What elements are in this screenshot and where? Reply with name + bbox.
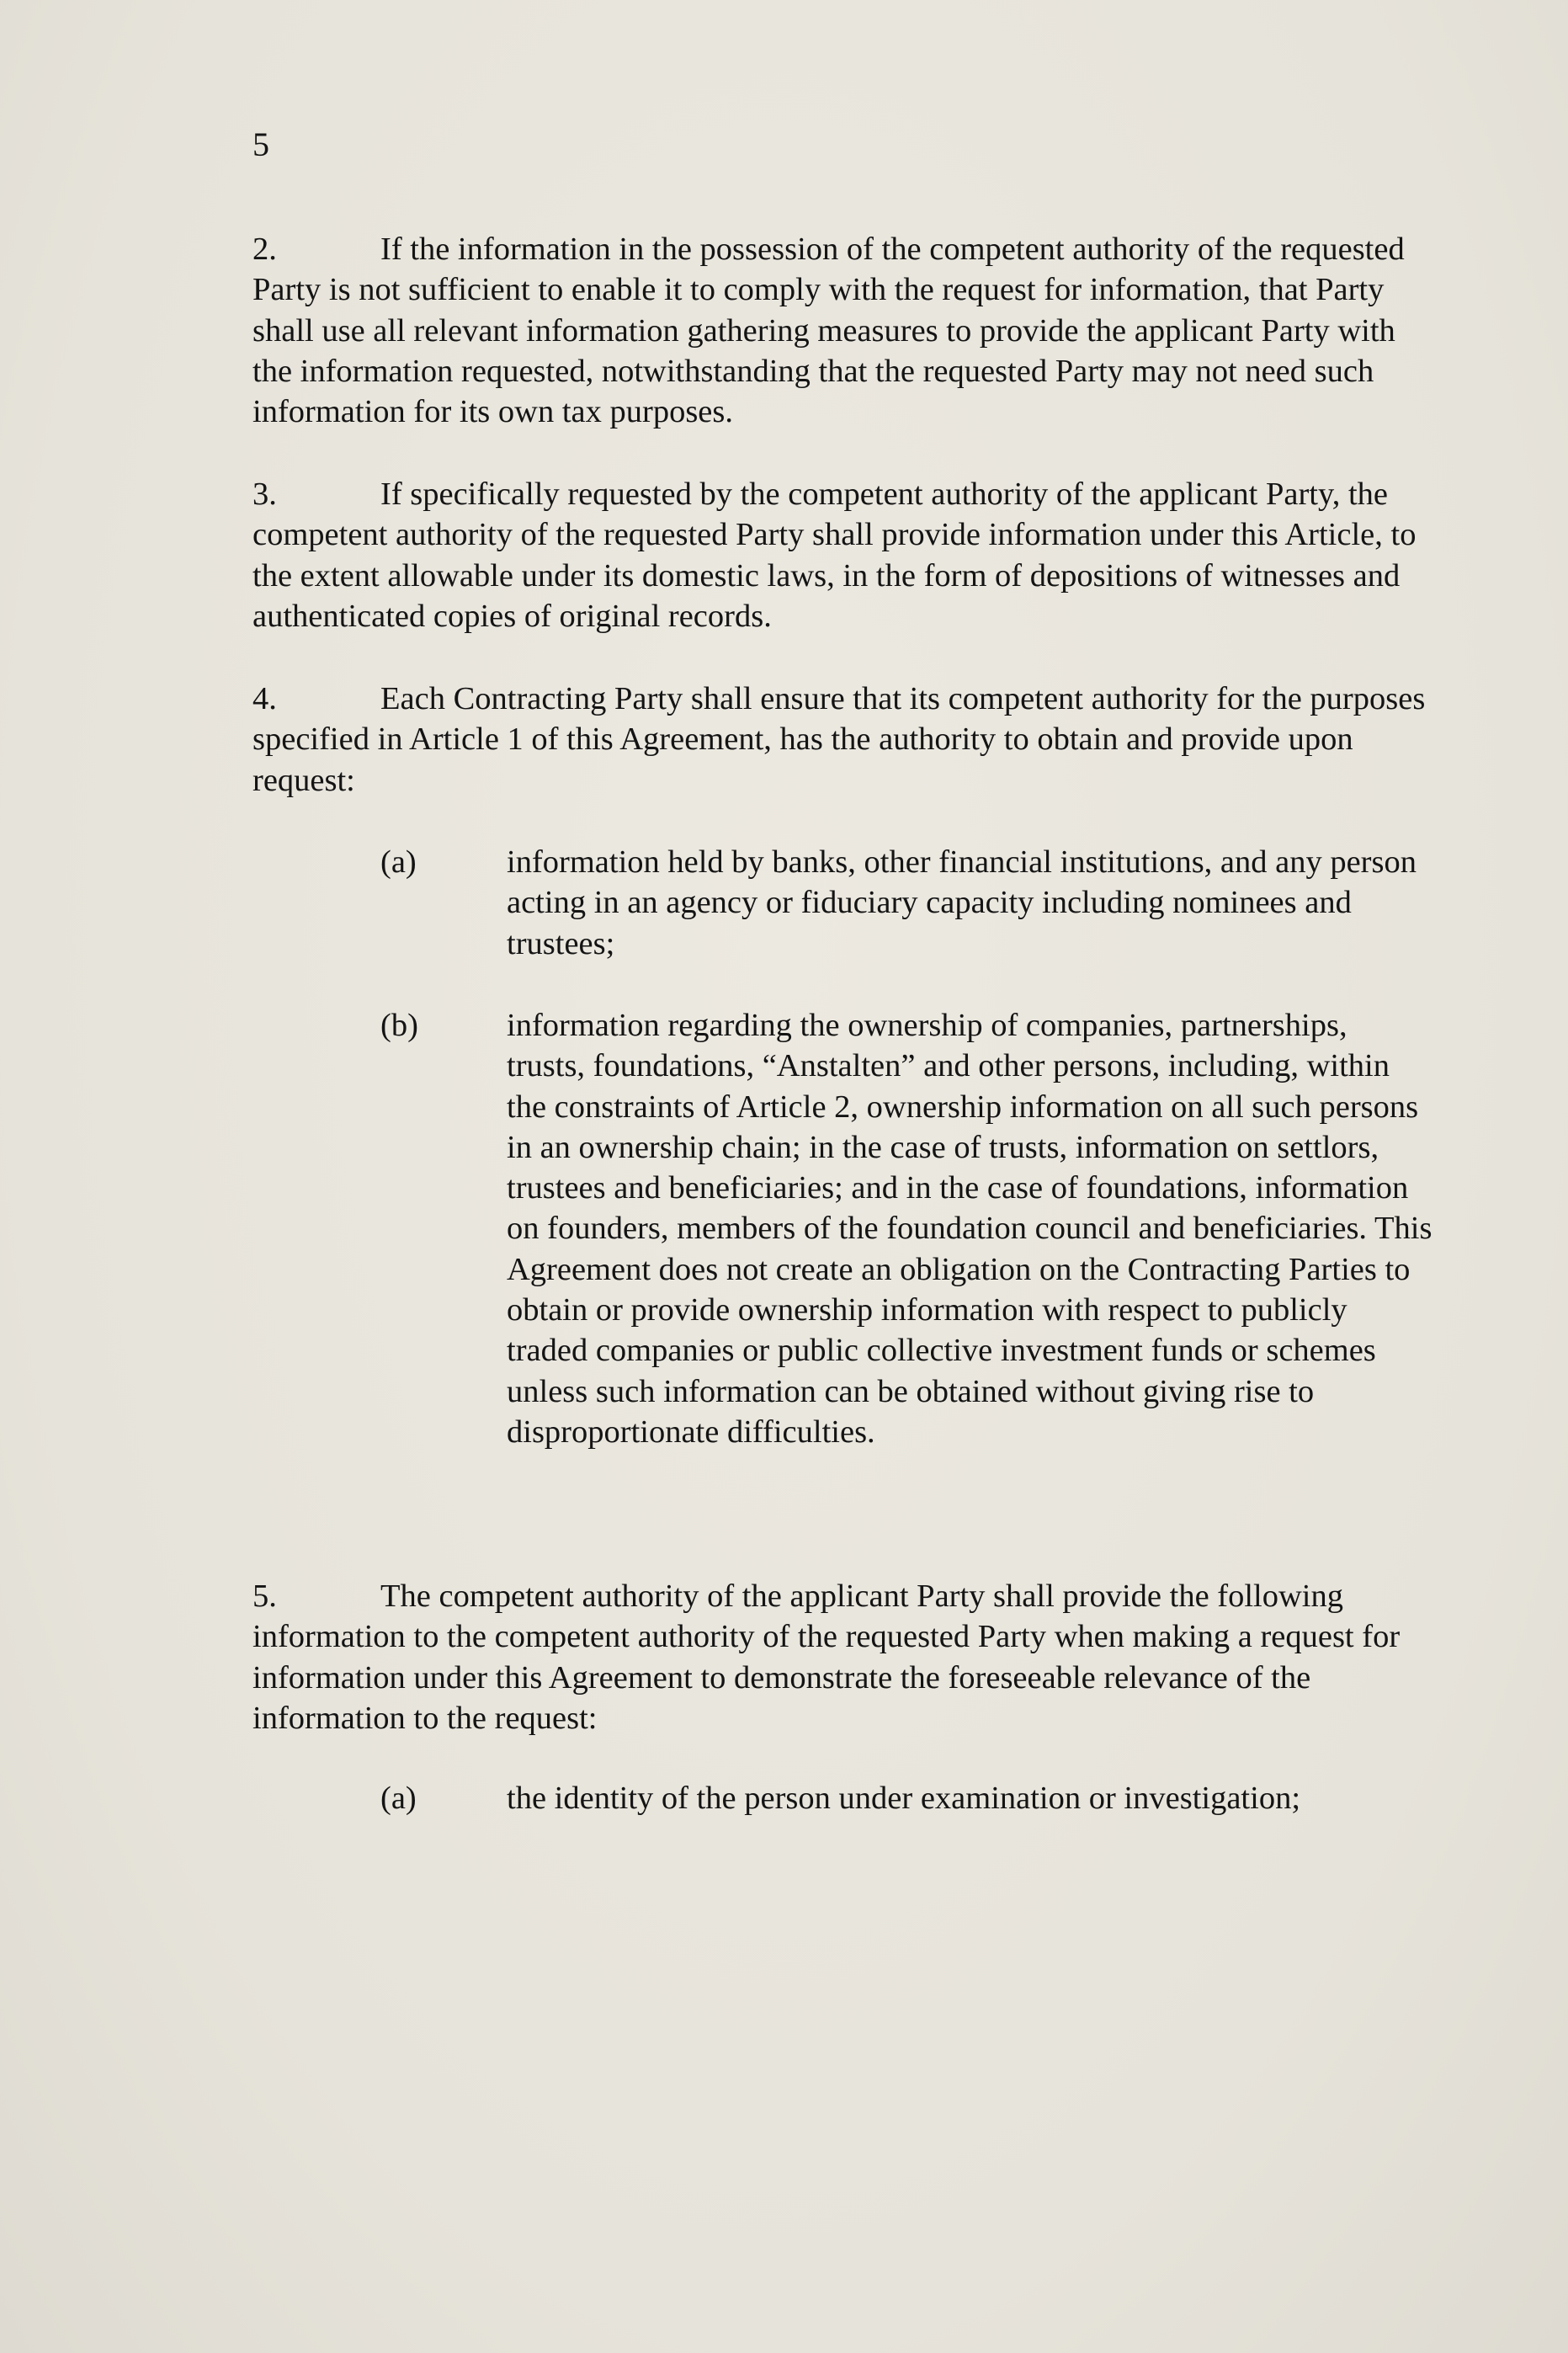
paragraph-text: If the information in the possession of the competent authority of the requested Party is not sufficient to enable it to comply with the request for information, that Party shall use all relevant information gathering measures to provide the applicant Party with the information requested, notwithstanding that the requested Party may not need such information for its own tax purposes. (252, 232, 1405, 430)
paragraph-number: 5. (252, 1578, 277, 1614)
paragraph-number: 2. (252, 232, 277, 267)
paragraph-3 (252, 474, 1431, 636)
list-item-text: information held by banks, other financial institutions, and any person acting in an agency or fiduciary capacity including nominees and trustees; (507, 844, 1417, 961)
paragraph-number: 3. (252, 476, 277, 512)
page-number: 5 (252, 125, 269, 163)
paragraph-text: The competent authority of the applicant Party shall provide the following information to the competent authority of the requested Party when making a request for information under this Agreement to demonstrate the foreseeable relevance of the information to the request: (252, 1578, 1401, 1736)
list-item-letter: (b) (380, 1008, 418, 1043)
paragraph-number: 4. (252, 681, 277, 716)
list-item-letter: (a) (380, 844, 417, 880)
paragraph-2 (252, 229, 1431, 432)
paragraph-5 (252, 1576, 1431, 1738)
paragraph-text: Each Contracting Party shall ensure that its competent authority for the purposes specified in Article 1 of this Agreement, has the authority to obtain and provide upon request: (252, 681, 1426, 798)
list-item-text: information regarding the ownership of companies, partnerships, trusts, foundations, “Anstalten” and other persons, including, within the constraints of Article 2, ownership information on all such persons in an ownership chain; in the case of trusts, information on settlors, trustees and beneficiaries; and in the case of foundations, information on founders, members of the foundation council and beneficiaries. This Agreement does not create an obligation on the Contracting Parties to obtain or provide ownership information with respect to publicly traded companies or public collective investment funds or schemes unless such information can be obtained without giving rise to disproportionate difficulties. (507, 1008, 1432, 1450)
paragraph-4 (252, 679, 1431, 801)
list-item-text: the identity of the person under examination or investigation; (507, 1781, 1301, 1816)
list-item-letter: (a) (380, 1781, 417, 1816)
paragraph-text: If specifically requested by the competent authority of the applicant Party, the competent authority of the requested Party shall provide information under this Article, to the extent allowable under its domestic laws, in the form of depositions of witnesses and authenticated copies of original records. (252, 476, 1417, 634)
